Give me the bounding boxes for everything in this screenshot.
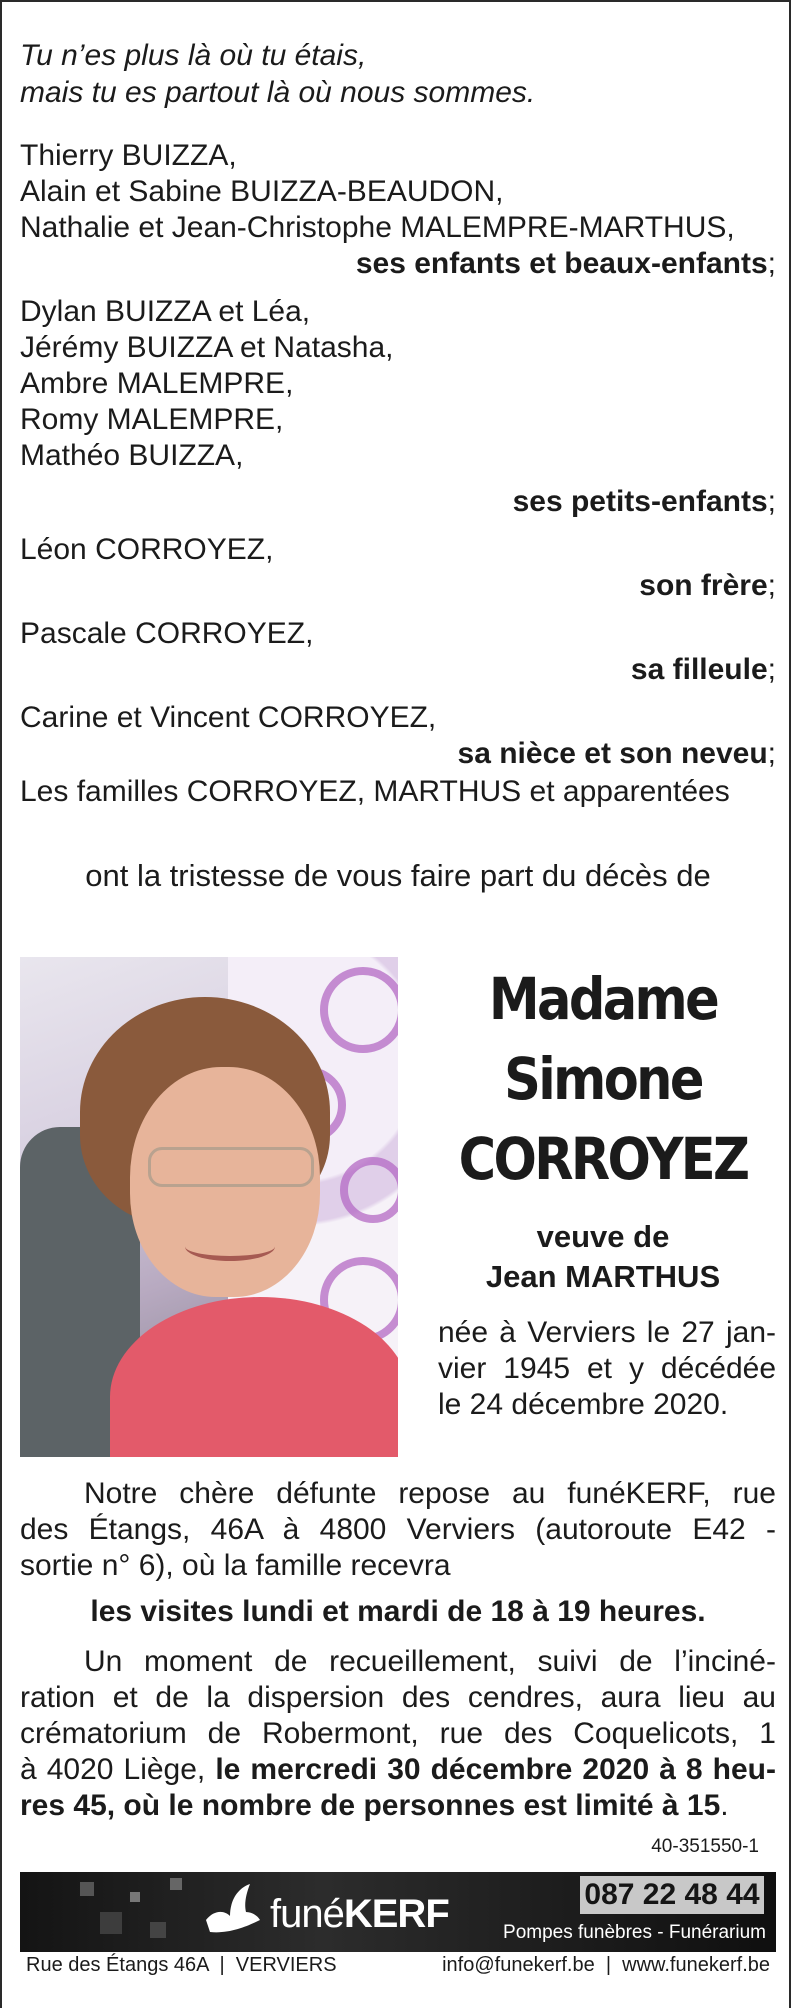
funeral-home-banner bbox=[20, 1872, 776, 1952]
web-contact: info@funekerf.be | www.funekerf.be bbox=[442, 1954, 770, 1976]
relationship-label: sa nièce et son neveu; bbox=[457, 737, 776, 770]
mourner-name: Jérémy BUIZZA et Natasha, bbox=[20, 331, 394, 364]
mourner-name: Léon CORROYEZ, bbox=[20, 533, 274, 566]
portrait-photo bbox=[20, 957, 398, 1457]
rest-line: sortie n° 6), où la famille recevra bbox=[20, 1549, 451, 1582]
family-group-goddaughter bbox=[20, 616, 776, 688]
families-line: Les familles CORROYEZ, MARTHUS et apparentées bbox=[20, 775, 730, 808]
family-group-grandchildren bbox=[20, 294, 776, 520]
relationship-label: sa filleule; bbox=[630, 653, 776, 686]
reference-number: 40-351550-1 bbox=[651, 1836, 759, 1857]
ceremony-line: à 4020 Liège, le mercredi 30 décembre 2020 à 8 heu- bbox=[20, 1753, 776, 1786]
relationship-label: ses petits-enfants; bbox=[512, 485, 776, 518]
ceremony-line: res 45, où le nombre de personnes est limité à 15. bbox=[20, 1789, 729, 1822]
visits-line: les visites lundi et mardi de 18 à 19 heures. bbox=[90, 1595, 706, 1628]
tagline: Pompes funèbres - Funérarium bbox=[503, 1922, 766, 1943]
announcement: ont la tristesse de vous faire part du décès de bbox=[85, 858, 711, 893]
deceased-title: Madame bbox=[488, 965, 718, 1033]
epigraph bbox=[20, 38, 776, 112]
text-top bbox=[20, 38, 776, 894]
mourner-name: Nathalie et Jean-Christophe MALEMPRE-MARTHUS, bbox=[20, 211, 735, 244]
family-group-niece-nephew bbox=[20, 700, 776, 772]
dove-icon bbox=[200, 1880, 264, 1942]
widow-of: veuve de Jean MARTHUS bbox=[485, 1219, 721, 1294]
relationship-label: ses enfants et beaux-enfants; bbox=[355, 247, 776, 280]
mourner-name: Carine et Vincent CORROYEZ, bbox=[20, 701, 437, 734]
family-group-children bbox=[20, 138, 776, 282]
funekerf-logo: funéKERF bbox=[270, 1892, 449, 1936]
rest-paragraph bbox=[20, 1476, 776, 1630]
deceased-first-name: Simone bbox=[504, 1045, 702, 1113]
family-group-brother bbox=[20, 532, 776, 604]
ceremony-line: crématorium de Robermont, rue des Coquelicots, 1 bbox=[20, 1717, 776, 1750]
birth-line: le 24 décembre 2020. bbox=[438, 1388, 729, 1421]
deceased-last-name: CORROYEZ bbox=[458, 1125, 748, 1193]
mourner-name: Pascale CORROYEZ, bbox=[20, 617, 314, 650]
contact-line bbox=[26, 1954, 770, 1977]
epigraph-line: Tu n’es plus là où tu étais, bbox=[20, 39, 367, 72]
phone-number: 087 22 48 44 bbox=[580, 1876, 764, 1914]
ceremony-paragraph bbox=[20, 1644, 776, 1824]
mourner-name: Ambre MALEMPRE, bbox=[20, 367, 294, 400]
birth-death-info bbox=[438, 1315, 776, 1423]
ceremony-line: Un moment de recueillement, suivi de l’inciné- bbox=[84, 1645, 776, 1678]
mourner-name: Dylan BUIZZA et Léa, bbox=[20, 295, 311, 328]
birth-line: vier 1945 et y décédée bbox=[438, 1352, 776, 1385]
epigraph-line: mais tu es partout là où nous sommes. bbox=[20, 76, 536, 109]
ceremony-line: ration et de la dispersion des cendres, aura lieu au bbox=[20, 1681, 776, 1714]
mourner-name: Alain et Sabine BUIZZA-BEAUDON, bbox=[20, 175, 504, 208]
mourner-name: Mathéo BUIZZA, bbox=[20, 439, 244, 472]
birth-line: née à Verviers le 27 jan- bbox=[438, 1316, 776, 1349]
rest-line: des Étangs, 46A à 4800 Verviers (autoroute E42 - bbox=[20, 1513, 776, 1546]
mourner-name: Thierry BUIZZA, bbox=[20, 139, 237, 172]
rest-line: Notre chère défunte repose au funéKERF, rue bbox=[84, 1477, 776, 1510]
relationship-label: son frère; bbox=[639, 569, 776, 602]
address: Rue des Étangs 46A | VERVIERS bbox=[26, 1954, 337, 1976]
deceased-name-block bbox=[430, 957, 776, 1423]
mourner-name: Romy MALEMPRE, bbox=[20, 403, 284, 436]
portrait-section bbox=[20, 957, 776, 1457]
